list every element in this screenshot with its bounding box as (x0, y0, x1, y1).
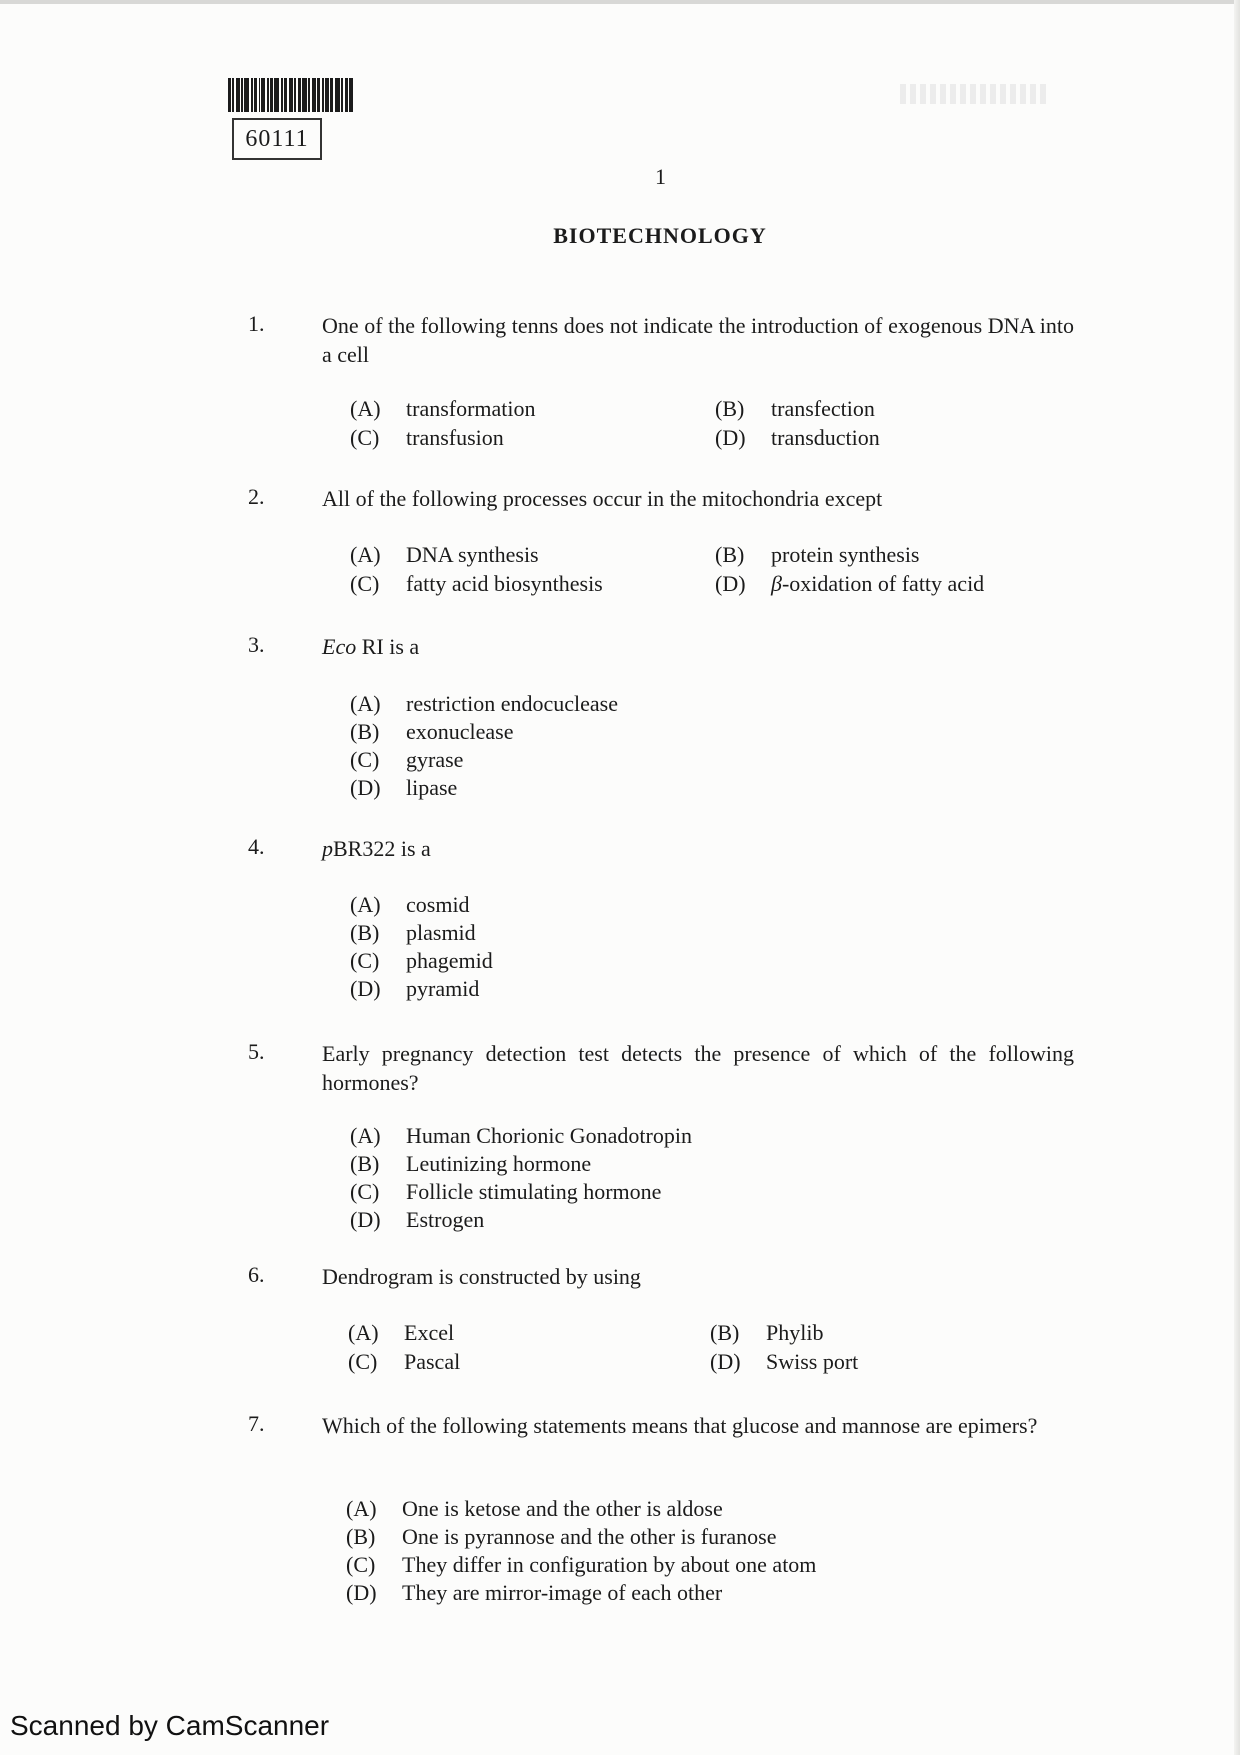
question-number: 4. (248, 834, 265, 859)
option-text: transfection (771, 396, 875, 421)
subject-title: BIOTECHNOLOGY (553, 223, 767, 248)
question-text: One of the following tenns does not indicate the introduction of exogenous DNA into a cell (322, 313, 1074, 367)
option-c (350, 425, 504, 451)
option-d (715, 425, 880, 451)
page-number: 1 (655, 164, 666, 189)
faint-stamp (900, 84, 1050, 104)
option-label: (A) (346, 1496, 377, 1521)
option-text: One is ketose and the other is aldose (402, 1496, 723, 1521)
italic-term: p (322, 836, 333, 861)
question-number: 7. (248, 1411, 265, 1436)
option-label: (C) (350, 425, 380, 450)
option-label: (A) (350, 1123, 381, 1148)
option-b (346, 1524, 777, 1550)
scanner-watermark: Scanned by CamScanner (10, 1710, 330, 1741)
option-label: (D) (710, 1349, 741, 1374)
option-label: (D) (715, 425, 746, 450)
option-text: Pascal (404, 1349, 461, 1374)
option-c (350, 571, 603, 597)
option-text: Follicle stimulating hormone (406, 1179, 662, 1204)
option-b (350, 719, 514, 745)
option-label: (C) (350, 571, 380, 596)
option-label: (D) (715, 571, 746, 596)
option-text: fatty acid biosynthesis (406, 571, 603, 596)
question-number: 2. (248, 484, 265, 509)
option-text: DNA synthesis (406, 542, 539, 567)
option-b (715, 542, 920, 568)
question-text (322, 834, 1074, 863)
question-text: All of the following processes occur in the mitochondria except (322, 486, 883, 511)
beta-symbol: β (771, 571, 782, 596)
option-label: (C) (350, 948, 380, 973)
option-label: (B) (710, 1320, 740, 1345)
option-a (350, 1123, 692, 1149)
option-text: -oxidation of fatty acid (781, 571, 985, 596)
option-d (710, 1349, 858, 1375)
option-a (348, 1320, 454, 1346)
option-label: (D) (350, 775, 381, 800)
option-b (710, 1320, 823, 1346)
option-label: (B) (350, 1151, 380, 1176)
option-b (715, 396, 875, 422)
option-a (350, 396, 536, 422)
scan-right-edge (1234, 0, 1240, 1755)
option-label: (B) (350, 719, 380, 744)
option-c (348, 1349, 460, 1375)
question-text (322, 632, 1074, 661)
option-label: (A) (348, 1320, 379, 1345)
option-a (350, 892, 470, 918)
option-label: (B) (715, 396, 745, 421)
option-c (350, 747, 463, 773)
option-d (715, 571, 984, 597)
option-c (346, 1552, 816, 1578)
option-label: (B) (715, 542, 745, 567)
option-a (350, 542, 539, 568)
option-label: (A) (350, 691, 381, 716)
option-text: One is pyrannose and the other is furanose (402, 1524, 777, 1549)
option-b (350, 1151, 591, 1177)
option-label: (D) (346, 1580, 377, 1605)
paper-code-box: 60111 (232, 118, 322, 160)
option-text: Leutinizing hormone (406, 1151, 592, 1176)
question-number: 1. (248, 311, 265, 336)
option-label: (A) (350, 542, 381, 567)
option-label: (C) (346, 1552, 376, 1577)
option-c (350, 1179, 661, 1205)
option-text: plasmid (406, 920, 476, 945)
question-text-rest: RI is a (356, 634, 420, 659)
question-text-rest: BR322 is a (333, 836, 431, 861)
option-text: restriction endocuclease (406, 691, 618, 716)
option-label: (C) (348, 1349, 378, 1374)
option-text: lipase (406, 775, 458, 800)
option-d (350, 1207, 484, 1233)
option-d (350, 976, 479, 1002)
option-label: (A) (350, 396, 381, 421)
option-label: (B) (346, 1524, 376, 1549)
option-text: gyrase (406, 747, 464, 772)
option-c (350, 948, 493, 974)
option-label: (A) (350, 892, 381, 917)
option-text: Phylib (766, 1320, 824, 1345)
option-text: exonuclease (406, 719, 514, 744)
scan-top-edge (0, 0, 1240, 4)
option-d (350, 775, 457, 801)
option-b (350, 920, 476, 946)
option-text: transformation (406, 396, 536, 421)
option-text: Human Chorionic Gonadotropin (406, 1123, 692, 1148)
option-a (346, 1496, 723, 1522)
option-text: protein synthesis (771, 542, 920, 567)
option-label: (D) (350, 976, 381, 1001)
option-a (350, 691, 618, 717)
option-text: transfusion (406, 425, 504, 450)
option-label: (B) (350, 920, 380, 945)
barcode (228, 78, 388, 112)
option-text: transduction (771, 425, 880, 450)
option-label: (D) (350, 1207, 381, 1232)
question-number: 6. (248, 1262, 265, 1287)
question-text: Dendrogram is constructed by using (322, 1264, 641, 1289)
option-text: Excel (404, 1320, 455, 1345)
option-text: cosmid (406, 892, 470, 917)
option-text: phagemid (406, 948, 493, 973)
question-text: Which of the following statements means that glucose and mannose are epimers? (322, 1413, 1038, 1438)
italic-term: Eco (322, 634, 357, 659)
question-number: 5. (248, 1039, 265, 1064)
option-text: Estrogen (406, 1207, 485, 1232)
option-label: (C) (350, 747, 380, 772)
option-text: Swiss port (766, 1349, 859, 1374)
option-text: They differ in configuration by about one atom (402, 1552, 817, 1577)
option-d (346, 1580, 722, 1606)
option-label: (C) (350, 1179, 380, 1204)
question-number: 3. (248, 632, 265, 657)
question-text: Early pregnancy detection test detects the presence of which of the following hormones? (322, 1041, 1074, 1095)
option-text: pyramid (406, 976, 480, 1001)
option-text: They are mirror-image of each other (402, 1580, 723, 1605)
